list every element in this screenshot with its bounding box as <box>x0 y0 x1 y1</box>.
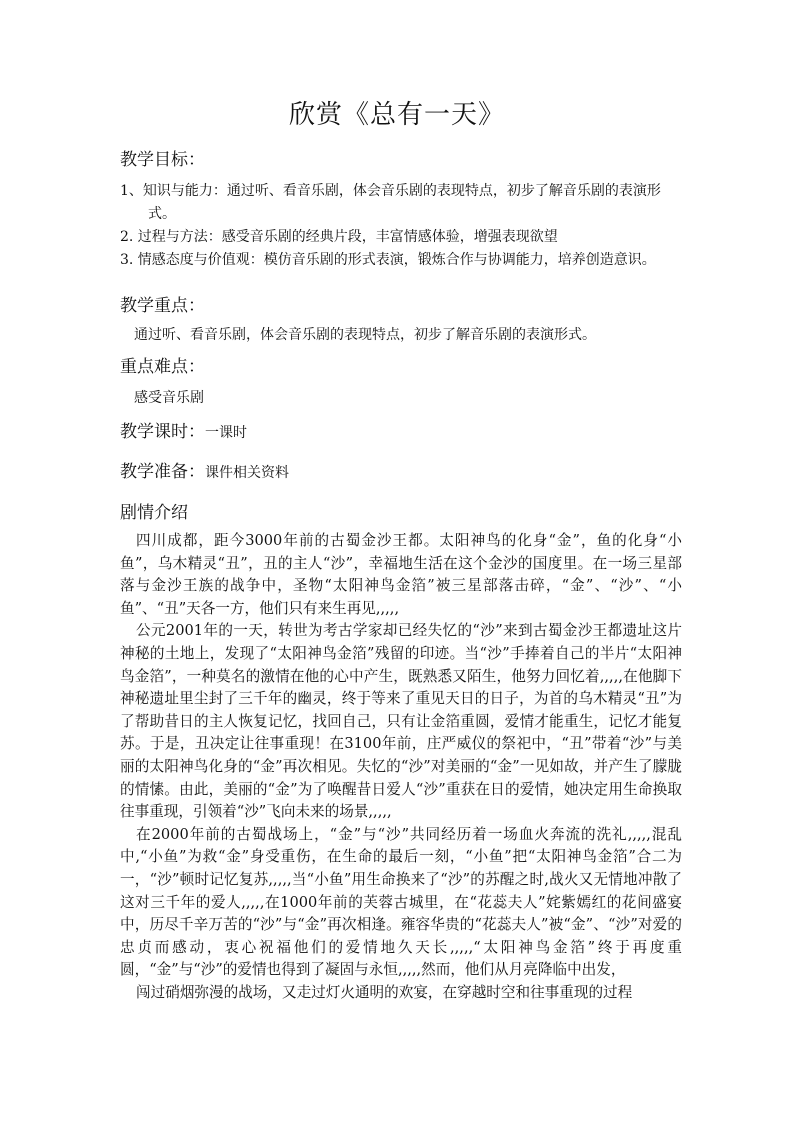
class-hours-line <box>120 420 247 445</box>
difficulties-text: 感受音乐剧 <box>134 390 204 406</box>
synopsis-paragraph: 闯过硝烟弥漫的战场，又走过灯火通明的欢宴，在穿越时空和往事重现的过程 <box>136 983 633 1001</box>
key-points-heading: 教学重点： <box>120 296 205 316</box>
objectives-list <box>120 180 680 272</box>
synopsis-paragraph: 公元2001年的一天，转世为考古学家却已经失忆的“沙”来到古蜀金沙王都遗址这片神秘的土地上，发现了“太阳神鸟金箔”残留的印迹。当“沙”手捧着自己的半片“太阳神鸟金箔”，一种莫名的激情在他的心中产生，既熟悉又陌生，他努力回忆着,,,,,在他脚下神秘遗址里尘封了三千年的幽灵，终于等来了重见天日的日子，为首的乌木精灵“丑”为了帮助昔日的主人恢复记忆，找回自己，只有让金箔重圆，爱情才能重生，记忆才能复苏。于是，丑决定让往事重现！在3100年前，庄严威仪的祭祀中，“丑”带着“沙”与美丽的太阳神鸟化身的“金”再次相见。失忆的“沙”对美丽的“金”一见如故，并产生了朦胧的情愫。由此，美丽的“金”为了唤醒昔日爱人“沙”重获在日的爱情，她决定用生命换取往事重现，引领着“沙”飞向未来的场景,,,,, <box>120 622 682 821</box>
objectives-heading: 教学目标： <box>120 150 205 170</box>
synopsis-body <box>120 530 682 1004</box>
preparation-line <box>120 460 289 485</box>
synopsis-heading: 剧情介绍 <box>120 503 188 523</box>
objective-item: 3. 情感态度与价值观：模仿音乐剧的形式表演，锻炼合作与协调能力，培养创造意识。 <box>120 252 656 268</box>
document-title: 欣赏《总有一天》 <box>288 100 505 130</box>
preparation-heading: 教学准备： <box>120 462 205 482</box>
objective-item: 1、知识与能力：通过听、看音乐剧，体会音乐剧的表现特点，初步了解音乐剧的表演形式。 <box>120 183 661 222</box>
class-hours-heading: 教学课时： <box>120 422 205 442</box>
key-points-text: 通过听、看音乐剧，体会音乐剧的表现特点，初步了解音乐剧的表演形式。 <box>134 327 596 343</box>
difficulties-heading: 重点难点： <box>120 357 205 377</box>
class-hours-value: 一课时 <box>205 425 247 441</box>
objective-item: 2. 过程与方法：感受音乐剧的经典片段，丰富情感体验，增强表现欲望 <box>120 229 558 245</box>
preparation-value: 课件相关资料 <box>205 465 289 481</box>
synopsis-paragraph: 在2000年前的古蜀战场上，“金”与“沙”共同经历着一场血火奔流的洗礼,,,,,混乱中,“小鱼”为救“金”身受重伤，在生命的最后一刻，“小鱼”把“太阳神鸟金箔”合二为一，“沙”顿时记忆复苏,,,,,当“小鱼”用生命换来了“沙”的苏醒之时,战火又无情地冲散了这对三千年的爱人,,,,,在1000年前的芙蓉古城里，在“花蕊夫人”姹紫嫣红的花间盛宴中，历尽千辛万苦的“沙”与“金”再次相逢。雍容华贵的“花蕊夫人”被“金”、“沙”对爱的忠贞而感动，衷心祝福他们的爱情地久天长,,,,,“太阳神鸟金箔”终于再度重圆，“金”与“沙”的爱情也得到了凝固与永恒,,,,,然而，他们从月亮降临中出发， <box>120 825 682 979</box>
synopsis-paragraph: 四川成都，距今3000年前的古蜀金沙王都。太阳神鸟的化身“金”，鱼的化身“小鱼”，乌木精灵“丑”，丑的主人“沙”，幸福地生活在这个金沙的国度里。在一场三星部落与金沙王族的战争中，圣物“太阳神鸟金箔”被三星部落击碎，“金”、“沙”、“小鱼”、“丑”天各一方，他们只有来生再见,,,,, <box>120 532 682 617</box>
